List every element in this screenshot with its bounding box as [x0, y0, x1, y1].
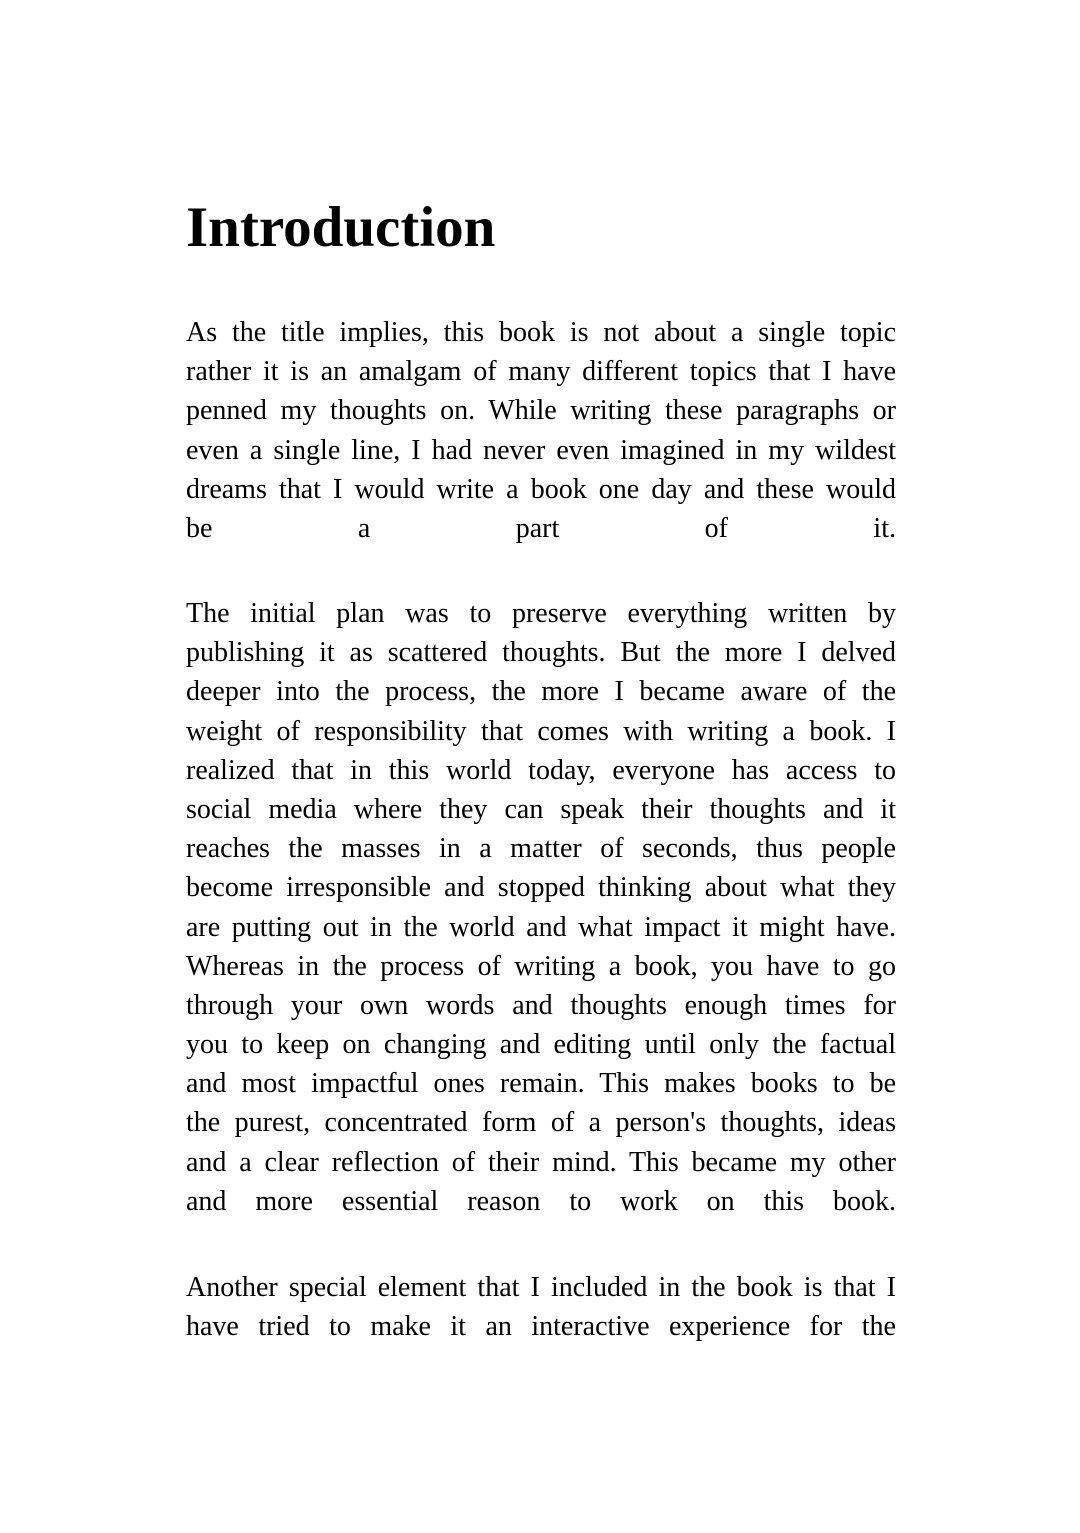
- text-line: social media where they can speak their thoughts and it: [186, 793, 896, 825]
- text-line: Another special element that I included in the book is that I: [186, 1272, 896, 1303]
- text-line: deeper into the process, the more I became aware of the: [186, 676, 896, 708]
- text-line: The initial plan was to preserve everything written by: [186, 598, 896, 629]
- text-line: and more essential reason to work on this book.: [186, 1185, 896, 1217]
- text-line: are putting out in the world and what impact it might have.: [186, 911, 896, 943]
- text-line: through your own words and thoughts enough times for: [186, 989, 896, 1021]
- text-line: and a clear reflection of their mind. This became my other: [186, 1146, 896, 1178]
- text-line: you to keep on changing and editing until only the factual: [186, 1029, 896, 1061]
- text-line: and most impactful ones remain. This makes books to be: [186, 1068, 896, 1100]
- text-line: rather it is an amalgam of many different topics that I have: [186, 356, 896, 388]
- paragraph-1: [186, 313, 896, 548]
- paragraph-2: [186, 594, 896, 1221]
- text-line: even a single line, I had never even imagined in my wildest: [186, 434, 896, 466]
- text-line: the purest, concentrated form of a person's thoughts, ideas: [186, 1107, 896, 1139]
- text-line: As the title implies, this book is not about a single topic: [186, 317, 896, 348]
- text-line: reaches the masses in a matter of seconds, thus people: [186, 833, 896, 865]
- text-line: weight of responsibility that comes with writing a book. I: [186, 715, 896, 747]
- text-line: become irresponsible and stopped thinking about what they: [186, 872, 896, 904]
- text-line: be a part of it.: [186, 512, 896, 544]
- text-line: publishing it as scattered thoughts. But the more I delved: [186, 637, 896, 669]
- text-line: realized that in this world today, everyone has access to: [186, 754, 896, 786]
- text-line: have tried to make it an interactive experience for the: [186, 1311, 896, 1343]
- text-line: penned my thoughts on. While writing these paragraphs or: [186, 395, 896, 427]
- page-title: Introduction: [186, 196, 496, 259]
- text-line: dreams that I would write a book one day and these would: [186, 473, 896, 505]
- paragraph-3: [186, 1268, 896, 1346]
- text-line: Whereas in the process of writing a book, you have to go: [186, 950, 896, 982]
